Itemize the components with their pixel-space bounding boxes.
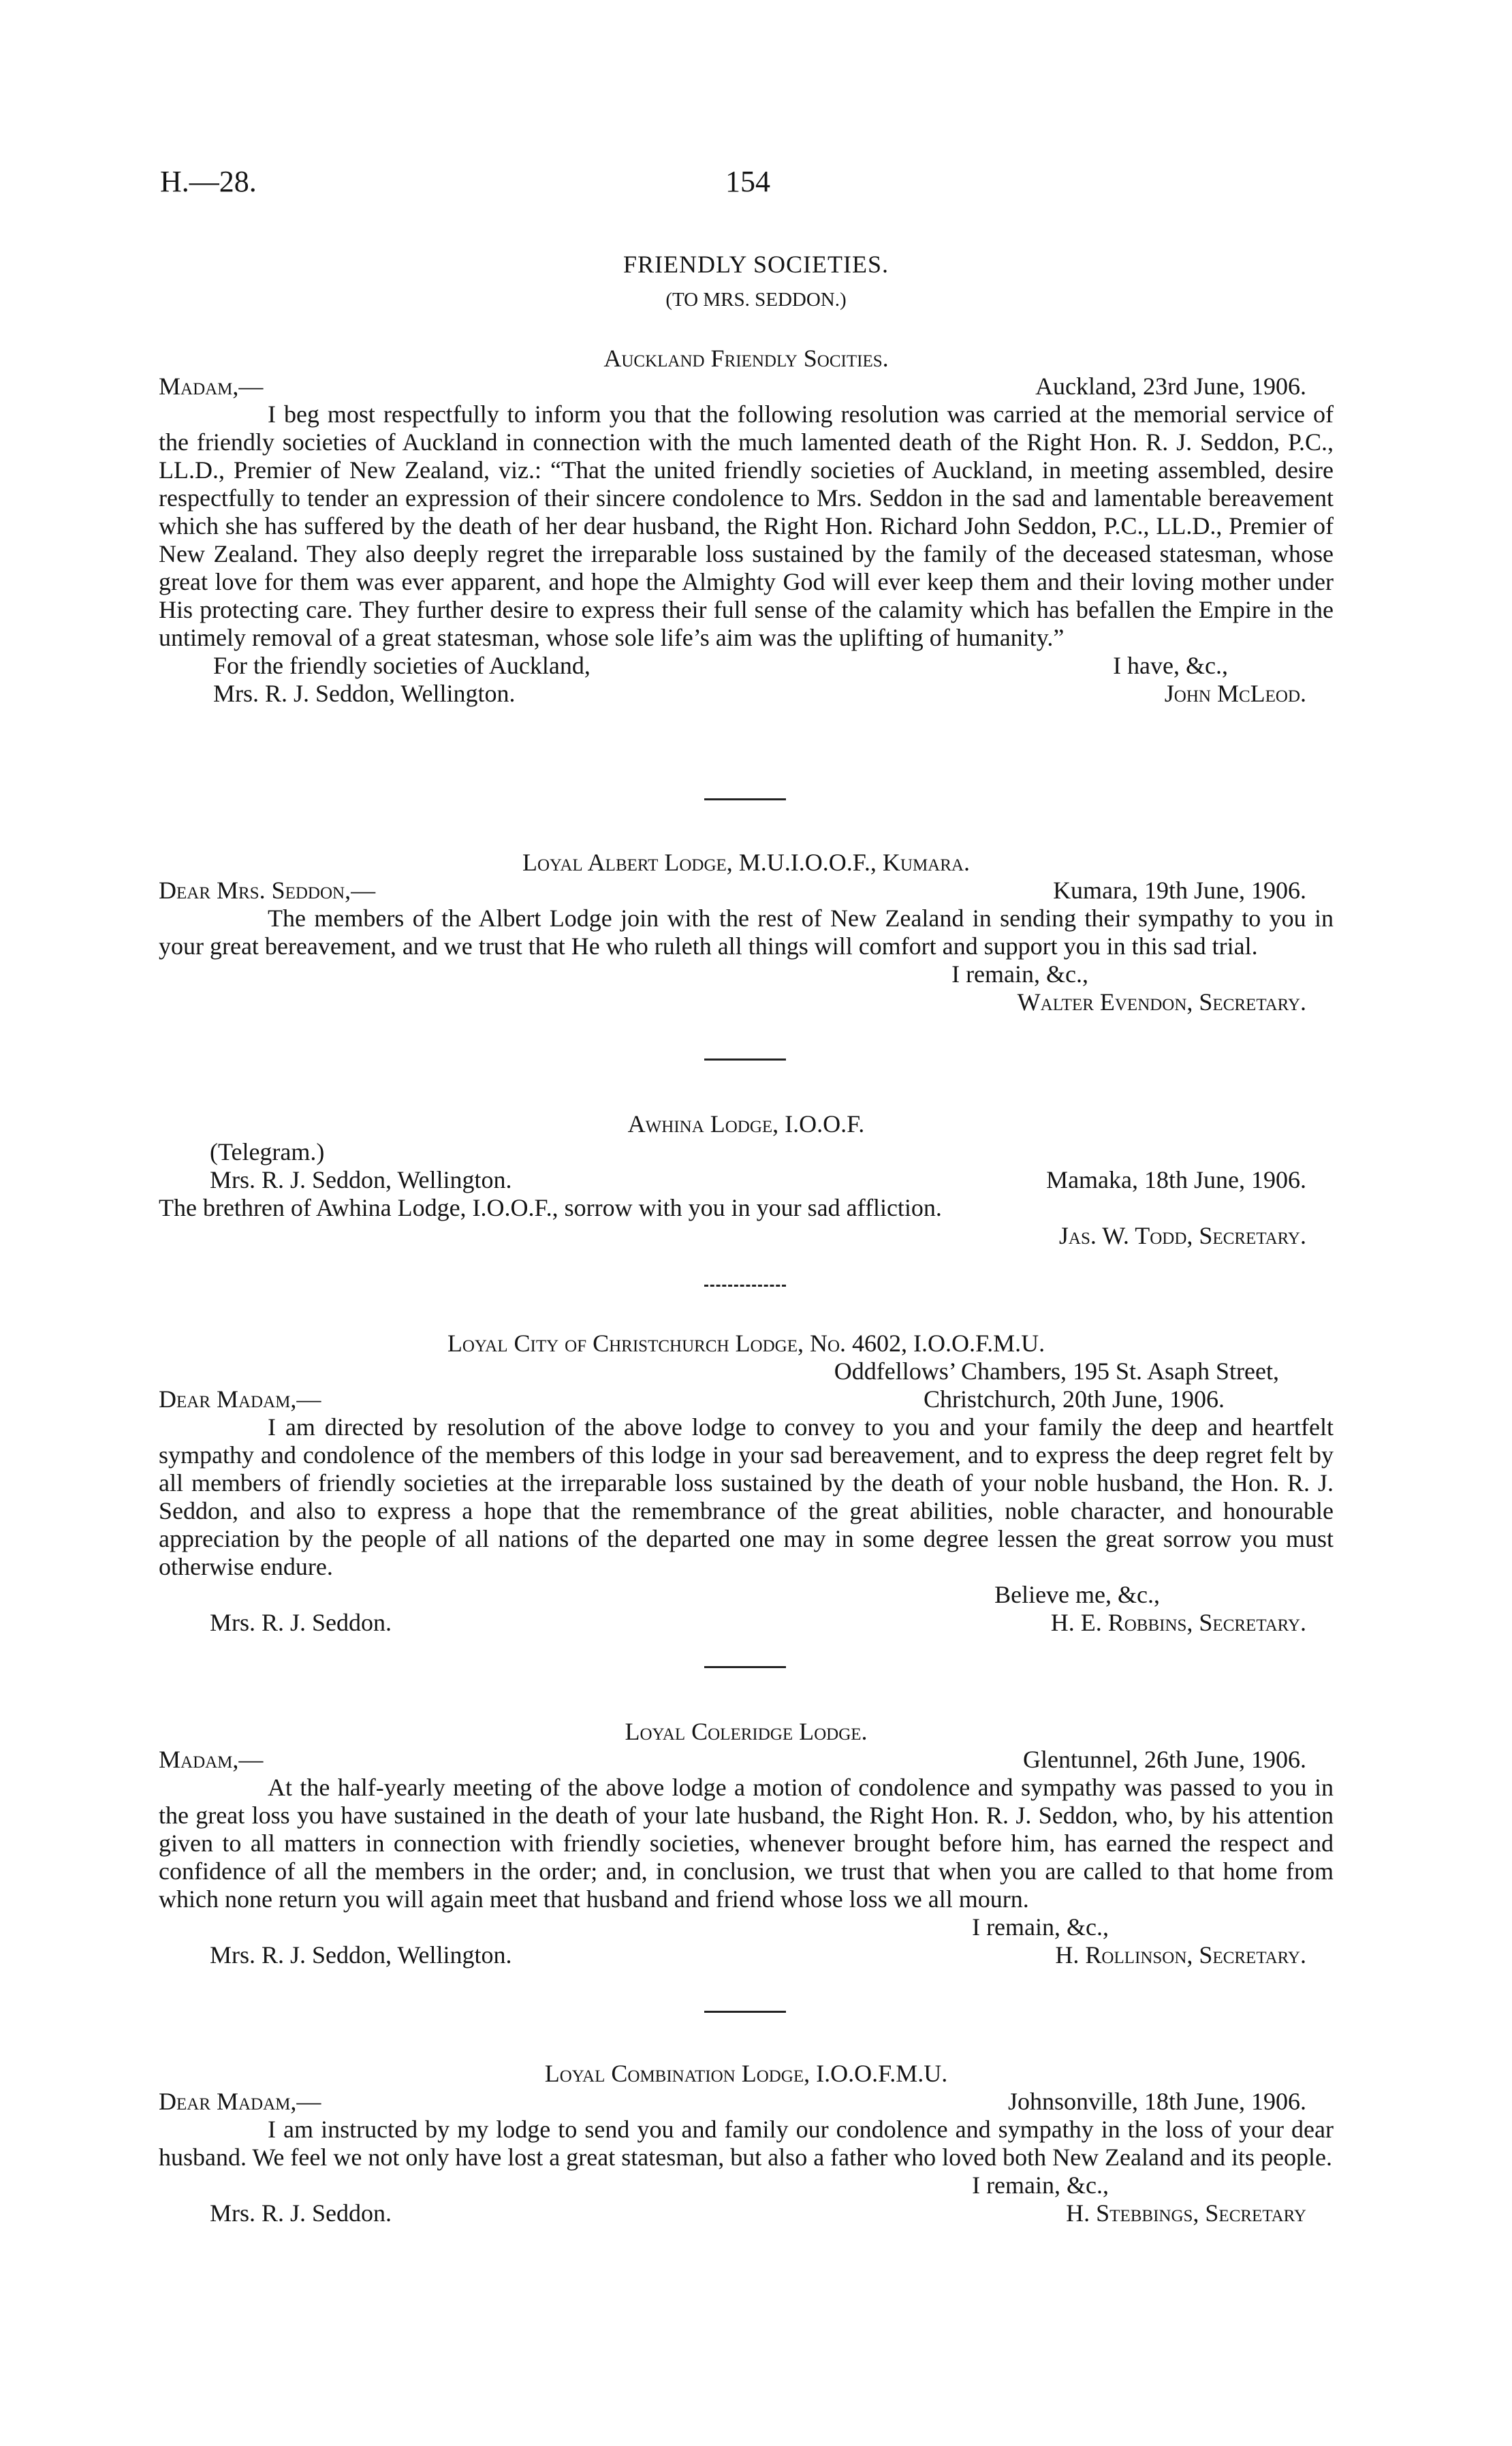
salutation-row (159, 373, 1334, 401)
divider (704, 798, 786, 800)
salutation: Dear Mrs. Seddon,— (159, 877, 376, 904)
signature: H. Stebbings, Secretary (1066, 2199, 1306, 2227)
letter-heading: Auckland Friendly Socities. (603, 345, 889, 372)
page-title-text: FRIENDLY SOCIETIES. (623, 251, 889, 278)
letter-auckland (159, 345, 1334, 708)
divider (704, 1059, 786, 1061)
page-subtitle: (TO MRS. SEDDON.) (665, 289, 847, 311)
salutation-row (159, 2088, 1334, 2116)
divider (704, 2011, 786, 2013)
addressee-row (159, 2199, 1334, 2227)
closing-right: Believe me, &c., (994, 1581, 1160, 1608)
letter-body: At the half-yearly meeting of the above lodge a motion of condolence and sympathy was passed to you in the great loss you have sustained in the death of your late husband, the Right Hon. R. J. Seddon, who, by his attention given to all matters in connection with friendly societies, whenever brought before him, has earned the respect and confidence of all the members in the order; and, in conclusion, we trust that when you are called to that home from which none return you will again meet that husband and friend whose loss we all mourn. (159, 1774, 1334, 1913)
letter-awhina-lodge (159, 1110, 1334, 1250)
place-date: Auckland, 23rd June, 1906. (1035, 373, 1306, 400)
closing-right: I remain, &c., (951, 960, 1088, 988)
page-title (0, 251, 1512, 279)
addressee: Mrs. R. J. Seddon, Wellington. (210, 1166, 512, 1193)
address-line: Oddfellows’ Chambers, 195 St. Asaph Street, (834, 1358, 1279, 1385)
addressee-row (159, 1609, 1334, 1637)
addressee: Mrs. R. J. Seddon. (210, 2199, 392, 2227)
closing-right: I remain, &c., (972, 2171, 1109, 2199)
signature: Jas. W. Todd, Secretary. (1058, 1222, 1306, 1249)
signature: H. E. Robbins, Secretary. (1050, 1609, 1306, 1636)
salutation: Madam,— (159, 373, 264, 400)
letter-heading: Loyal Albert Lodge, M.U.I.O.O.F., Kumara. (522, 849, 970, 876)
divider (704, 1285, 786, 1287)
addressee: Mrs. R. J. Seddon. (210, 1609, 392, 1636)
letter-body: The brethren of Awhina Lodge, I.O.O.F., sorrow with you in your sad affliction. (159, 1194, 942, 1221)
letter-coleridge-lodge (159, 1718, 1334, 1969)
letter-heading: Loyal Coleridge Lodge. (625, 1718, 868, 1745)
signature: Walter Evendon, Secretary. (1017, 988, 1306, 1016)
place-date: Christchurch, 20th June, 1906. (924, 1385, 1225, 1413)
letter-body: The members of the Albert Lodge join with the rest of New Zealand in sending their sympathy to you in your great bereavement, and we trust that He who ruleth all things will comfort and support you in this sad trial. (159, 905, 1334, 960)
letter-heading: Loyal Combination Lodge, I.O.O.F.M.U. (544, 2060, 948, 2087)
letter-albert-lodge (159, 849, 1334, 1016)
closing-right: I have, &c., (1113, 652, 1228, 679)
place-date: Kumara, 19th June, 1906. (1053, 877, 1306, 904)
salutation: Dear Madam,— (159, 2088, 321, 2115)
place-date: Glentunnel, 26th June, 1906. (1023, 1746, 1306, 1773)
place-date: Mamaka, 18th June, 1906. (1046, 1166, 1306, 1193)
addressee: Mrs. R. J. Seddon, Wellington. (210, 1941, 512, 1969)
addressee: Mrs. R. J. Seddon, Wellington. (213, 680, 516, 707)
letter-combination-lodge (159, 2060, 1334, 2227)
letter-body: I beg most respectfully to inform you that the following resolution was carried at the memorial service of the friendly societies of Auckland in connection with the much lamented death of the Right Hon. R. J. Seddon, P.C., LL.D., Premier of New Zealand, viz.: “That the united friendly societies of Auckland, in meeting assembled, desire respectfully to tender an expression of their sincere condolence to Mrs. Seddon in the sad and lamentable bereavement which she has suffered by the death of her dear husband, the Right Hon. Richard John Seddon, P.C., LL.D., Premier of New Zealand. They also deeply regret the irreparable loss sustained by the family of the deceased statesman, whose great love for them was ever apparent, and hope the Almighty God will ever keep them and their loving mother under His protecting care. They further desire to express their full sense of the calamity which has befallen the Empire in the untimely removal of a great statesman, whose sole life’s aim was the uplifting of humanity.” (159, 401, 1334, 651)
salutation: Dear Madam,— (159, 1385, 321, 1413)
signature: John McLeod. (1164, 680, 1306, 707)
closing-row (159, 652, 1334, 680)
salutation-row (159, 1385, 1334, 1413)
document-reference: H.—28. (160, 165, 257, 198)
letter-body: I am directed by resolution of the above lodge to convey to you and your family the deep and heartfelt sympathy and condolence of the members of this lodge in your sad bereavement, and to express the deep regret felt by all members of friendly societies at the irreparable loss sustained by the death of your noble husband, the Hon. R. J. Seddon, and also to express a hope that the remembrance of the great abilities, noble character, and honourable appreciation by the people of all nations of the departed one may in some degree lessen the great sorrow you must otherwise endure. (159, 1413, 1334, 1580)
divider (704, 1666, 786, 1668)
place-date: Johnsonville, 18th June, 1906. (1008, 2088, 1306, 2115)
closing-left: For the friendly societies of Auckland, (213, 652, 590, 679)
addressee-row (159, 1941, 1334, 1969)
telegram-note: (Telegram.) (210, 1138, 325, 1165)
letter-christchurch-lodge (159, 1330, 1334, 1637)
letter-heading: Awhina Lodge, I.O.O.F. (627, 1110, 865, 1138)
page-number: 154 (725, 165, 770, 198)
addressee-row (159, 680, 1334, 708)
signature: H. Rollinson, Secretary. (1055, 1941, 1306, 1969)
addressee-row (159, 1166, 1334, 1194)
salutation-row (159, 877, 1334, 905)
letter-body: I am instructed by my lodge to send you and family our condolence and sympathy in the loss of your dear husband. We feel we not only have lost a great statesman, but also a father who loved both New Zealand and its people. (159, 2116, 1334, 2171)
closing-right: I remain, &c., (972, 1913, 1109, 1941)
letter-heading: Loyal City of Christchurch Lodge, No. 4602, I.O.O.F.M.U. (447, 1330, 1045, 1357)
salutation-row (159, 1746, 1334, 1774)
salutation: Madam,— (159, 1746, 264, 1773)
